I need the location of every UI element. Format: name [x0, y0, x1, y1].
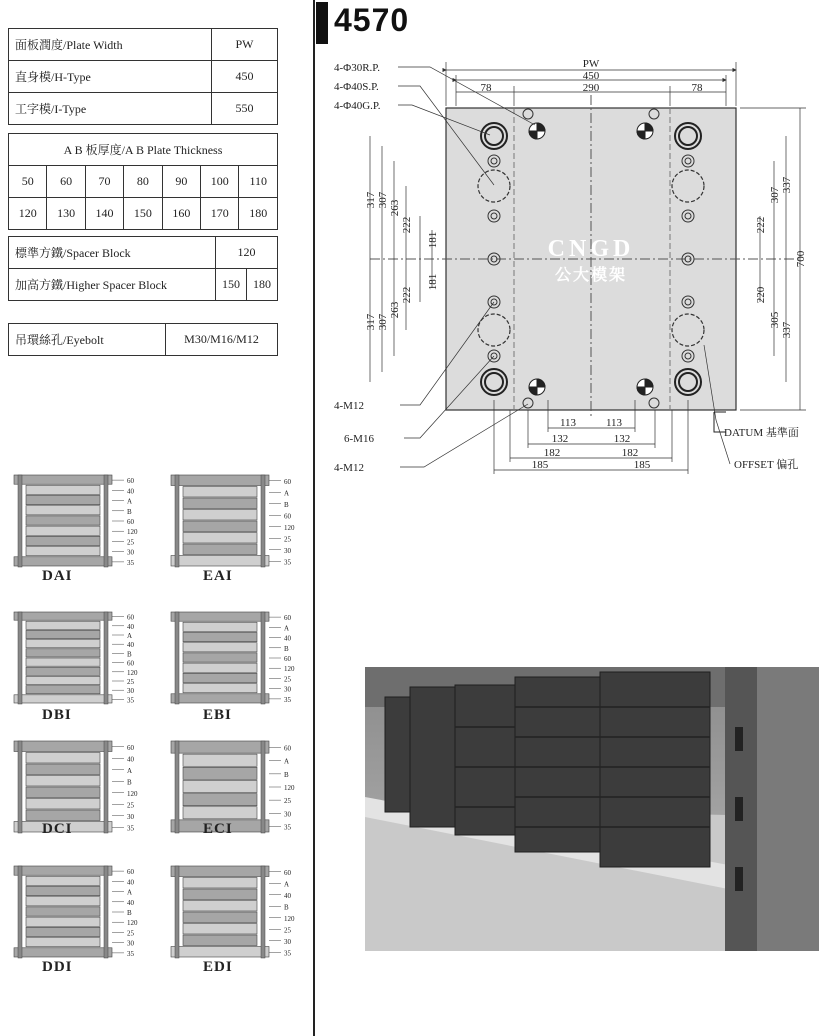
dim-left-263-top: 263: [389, 199, 401, 217]
mini-dim-label: 120: [127, 528, 138, 537]
logo-text: CNGD: [547, 236, 635, 262]
mini-plate: [14, 612, 112, 620]
callout-m12-top: 4-M12: [334, 400, 364, 412]
mini-plate: [26, 753, 100, 764]
plate-width-table: [8, 28, 278, 125]
mini-dim-label: 25: [284, 675, 291, 684]
mini-plate: [183, 643, 257, 652]
mini-plate: [183, 663, 257, 672]
dim-left-222-bottom: 222: [401, 286, 413, 304]
mini-plate: [183, 889, 257, 900]
spacer-value: 120: [216, 237, 278, 269]
mini-plate: [171, 741, 269, 753]
mini-dim-label: A: [284, 624, 290, 633]
mold-type-label: DCI: [42, 821, 73, 837]
datum-label: DATUM 基準面: [724, 427, 799, 439]
thickness-cell: 180: [239, 198, 278, 230]
mini-dim-label: 25: [284, 926, 291, 935]
mini-plate: [183, 498, 257, 509]
spacer-label: 標準方鐵/Spacer Block: [9, 237, 216, 269]
mini-plate: [26, 676, 100, 684]
mold-type-label: DBI: [42, 707, 72, 723]
thickness-cell: 150: [124, 198, 162, 230]
thickness-cell: 70: [85, 166, 123, 198]
mini-dim-label: B: [127, 507, 132, 516]
mini-plate: [171, 866, 269, 877]
mini-dim-label: 120: [127, 919, 138, 928]
mini-dim-label: 40: [127, 641, 134, 650]
mini-plate: [26, 516, 100, 525]
mini-plate: [14, 866, 112, 875]
column-divider: [313, 0, 315, 1036]
mini-dim-label: 35: [127, 558, 134, 567]
callout-gp: 4-Φ40G.P.: [334, 100, 381, 112]
mini-dim-label: 60: [127, 868, 134, 877]
mini-plate: [183, 767, 257, 779]
mini-plate: [171, 556, 269, 567]
mini-plate: [183, 533, 257, 544]
mini-plate: [26, 667, 100, 675]
dim-pw: PW: [582, 58, 600, 70]
dim-left-317-top: 317: [365, 191, 377, 209]
mini-dim-label: 25: [127, 538, 134, 547]
mini-dim-label: 60: [127, 518, 134, 526]
mini-plate: [171, 475, 269, 486]
dim-bottom-113-left: 113: [559, 417, 577, 429]
mini-plate: [183, 521, 257, 532]
dim-bottom-182-left: 182: [543, 447, 561, 459]
mini-dim-label: 120: [284, 914, 295, 923]
mini-plate: [183, 487, 257, 498]
mini-dim-label: 60: [284, 614, 291, 623]
mini-plate: [183, 754, 257, 766]
mini-plate: [26, 658, 100, 666]
mini-plate: [26, 764, 100, 775]
mini-plate: [26, 526, 100, 535]
mini-guide-pillar: [175, 475, 179, 567]
logo-subtext: 公大模架: [554, 267, 628, 284]
mini-dim-label: 40: [127, 755, 134, 764]
mini-guide-pillar: [104, 612, 108, 704]
mini-plate: [26, 621, 100, 629]
callout-sp: 4-Φ40S.P.: [334, 81, 379, 93]
mini-dim-label: 60: [284, 868, 291, 877]
mini-dim-label: 35: [127, 696, 134, 705]
mold-type-label: DDI: [42, 959, 73, 975]
mini-dim-label: 60: [284, 512, 291, 521]
dim-right-220: 220: [755, 286, 767, 304]
mini-dim-label: 30: [127, 687, 134, 696]
dim-left-181-bottom: 181: [427, 273, 439, 291]
mini-dim-label: A: [284, 880, 290, 889]
mini-dim-label: 35: [284, 823, 291, 832]
mini-dim-label: 60: [127, 743, 134, 752]
table1-value-1: 450: [212, 61, 278, 93]
mini-dim-label: 40: [127, 878, 134, 887]
mini-plate: [26, 810, 100, 821]
ab-thickness-header: A B 板厚度/A B Plate Thickness: [9, 134, 278, 166]
dim-right-700: 700: [795, 250, 807, 268]
mini-plate: [183, 780, 257, 792]
mini-dim-label: 30: [284, 685, 291, 694]
mini-plate: [183, 912, 257, 923]
mini-dim-label: 40: [127, 898, 134, 907]
plate-drawing: [316, 50, 820, 490]
thickness-cell: 60: [47, 166, 85, 198]
mini-plate: [183, 901, 257, 912]
mold-diagram-dbi: [8, 605, 163, 715]
mini-dim-label: 25: [127, 801, 134, 810]
mini-plate: [26, 686, 100, 694]
mini-guide-pillar: [261, 866, 265, 958]
callout-m16: 6-M16: [344, 433, 374, 445]
mini-plate: [183, 632, 257, 641]
mini-dim-label: 120: [127, 668, 138, 677]
mini-guide-pillar: [104, 475, 108, 567]
table1-label-1: 直身模/H-Type: [9, 61, 212, 93]
thickness-cell: 90: [162, 166, 200, 198]
mini-guide-pillar: [175, 612, 179, 704]
mini-dim-label: 40: [284, 891, 291, 900]
mini-dim-label: 25: [127, 678, 134, 686]
dim-290: 290: [582, 82, 600, 94]
thickness-cell: 170: [201, 198, 239, 230]
dim-left-307-top: 307: [377, 191, 389, 209]
mini-plate: [183, 653, 257, 662]
offset-label: OFFSET 偏孔: [734, 459, 799, 471]
dim-right-337-bottom: 337: [781, 321, 793, 339]
mini-plate: [26, 776, 100, 787]
mini-guide-pillar: [18, 741, 22, 833]
steel-plates-photo: [365, 667, 819, 951]
mini-dim-label: 35: [284, 695, 291, 704]
higher-spacer-label: 加高方鐵/Higher Spacer Block: [9, 269, 216, 301]
mini-dim-label: B: [284, 903, 289, 912]
dim-bottom-132-left: 132: [551, 433, 569, 445]
mini-dim-label: A: [284, 489, 290, 498]
mini-dim-label: A: [127, 497, 133, 506]
table1-value-2: 550: [212, 93, 278, 125]
mold-diagram-dai: [8, 468, 163, 578]
table1-label-2: 工字模/I-Type: [9, 93, 212, 125]
mini-guide-pillar: [261, 741, 265, 833]
mini-dim-label: 60: [127, 659, 134, 668]
thickness-cell: 120: [9, 198, 47, 230]
mini-dim-label: 60: [127, 613, 134, 622]
mini-dim-label: A: [284, 757, 290, 766]
mini-dim-label: 35: [284, 558, 291, 567]
mini-dim-label: 120: [284, 784, 295, 792]
thickness-cell: 50: [9, 166, 47, 198]
mini-plate: [26, 630, 100, 638]
mini-dim-label: 30: [284, 810, 291, 819]
mini-plate: [183, 935, 257, 946]
mini-plate: [14, 741, 112, 752]
mini-dim-label: 25: [127, 929, 134, 938]
dim-left-181-top: 181: [427, 231, 439, 249]
mini-plate: [26, 876, 100, 885]
mini-dim-label: 60: [127, 477, 134, 486]
dim-78-right: 78: [691, 82, 703, 94]
thickness-cell: 110: [239, 166, 278, 198]
mini-guide-pillar: [18, 866, 22, 958]
mold-diagram-eci: [165, 734, 320, 844]
eyebolt-table: [8, 323, 278, 356]
mini-dim-label: 35: [127, 949, 134, 958]
ab-thickness-table: [8, 133, 278, 230]
mini-dim-label: 30: [284, 546, 291, 555]
mold-type-label: ECI: [203, 821, 233, 837]
mini-dim-label: 25: [284, 535, 291, 544]
mini-plate: [26, 799, 100, 810]
dim-left-317-bottom: 317: [365, 313, 377, 331]
mini-plate: [26, 649, 100, 657]
mini-dim-label: 25: [284, 797, 291, 806]
mini-plate: [183, 510, 257, 521]
mini-dim-label: A: [127, 632, 133, 640]
mini-dim-label: 30: [127, 548, 134, 557]
mini-plate: [183, 794, 257, 806]
mini-dim-label: 40: [127, 622, 134, 631]
mini-dim-label: A: [127, 888, 133, 897]
mini-plate: [26, 485, 100, 494]
mini-guide-pillar: [175, 741, 179, 833]
mini-plate: [26, 917, 100, 926]
dim-right-222: 222: [755, 216, 767, 234]
dim-bottom-132-right: 132: [613, 433, 631, 445]
mini-guide-pillar: [175, 866, 179, 958]
mini-dim-label: B: [127, 650, 132, 659]
mini-plate: [26, 640, 100, 648]
dim-78-left: 78: [480, 82, 492, 94]
mini-dim-label: 40: [284, 634, 291, 643]
mini-dim-label: 35: [127, 824, 134, 833]
mini-dim-label: 60: [284, 477, 291, 486]
mold-type-label: DAI: [42, 568, 73, 584]
mold-diagram-ddi: [8, 859, 163, 969]
dim-bottom-185-right: 185: [633, 459, 651, 471]
mini-plate: [183, 622, 257, 631]
table1-value-0: PW: [212, 29, 278, 61]
mini-plate: [26, 927, 100, 936]
mini-dim-label: B: [127, 909, 132, 917]
mini-plate: [26, 547, 100, 556]
dim-bottom-182-right: 182: [621, 447, 639, 459]
mini-dim-label: 120: [284, 665, 295, 674]
mini-plate: [183, 807, 257, 819]
mold-diagram-eai: [165, 468, 320, 578]
spacer-block-table: [8, 236, 278, 301]
higher-spacer-value-0: 150: [216, 269, 247, 301]
mini-guide-pillar: [18, 475, 22, 567]
dim-right-305: 305: [769, 311, 781, 329]
mini-dim-label: A: [127, 766, 133, 775]
mini-dim-label: 30: [284, 937, 291, 946]
mini-plate: [183, 924, 257, 935]
mini-plate: [14, 557, 112, 566]
mini-dim-label: 30: [127, 939, 134, 948]
mini-dim-label: 120: [127, 789, 138, 798]
dim-450: 450: [582, 70, 600, 82]
mini-dim-label: B: [284, 770, 289, 779]
dim-bottom-185-left: 185: [531, 459, 549, 471]
mini-plate: [26, 897, 100, 906]
dim-bottom-113-right: 113: [605, 417, 623, 429]
thickness-cell: 130: [47, 198, 85, 230]
mini-guide-pillar: [18, 612, 22, 704]
mini-plate: [183, 878, 257, 889]
mini-plate: [26, 886, 100, 895]
mold-type-label: EAI: [203, 568, 233, 584]
mini-guide-pillar: [104, 741, 108, 833]
thickness-cell: 160: [162, 198, 200, 230]
thickness-cell: 140: [85, 198, 123, 230]
dim-left-263-bottom: 263: [389, 301, 401, 319]
mold-diagram-dci: [8, 734, 163, 844]
mini-guide-pillar: [104, 866, 108, 958]
mini-plate: [26, 787, 100, 798]
dim-left-307-bottom: 307: [377, 313, 389, 331]
mini-dim-label: B: [284, 500, 289, 509]
mold-type-label: EDI: [203, 959, 233, 975]
mini-plate: [26, 536, 100, 545]
dim-right-337-top: 337: [781, 176, 793, 194]
mini-plate: [26, 907, 100, 916]
mini-dim-label: B: [127, 778, 132, 787]
mini-plate: [171, 694, 269, 703]
mini-guide-pillar: [261, 612, 265, 704]
callout-m12-bottom: 4-M12: [334, 462, 364, 474]
page-title: 4570: [334, 2, 410, 38]
mini-plate: [183, 684, 257, 693]
mini-plate: [183, 544, 257, 555]
dim-left-222-top: 222: [401, 216, 413, 234]
thickness-cell: 100: [201, 166, 239, 198]
mini-plate: [183, 673, 257, 682]
mini-plate: [26, 495, 100, 504]
higher-spacer-value-1: 180: [247, 269, 278, 301]
table1-label-0: 面板潤度/Plate Width: [9, 29, 212, 61]
mold-type-label: EBI: [203, 707, 232, 723]
eyebolt-value: M30/M16/M12: [166, 324, 278, 356]
mini-guide-pillar: [261, 475, 265, 567]
callout-rp: 4-Φ30R.P.: [334, 62, 380, 74]
mini-plate: [14, 948, 112, 957]
mini-dim-label: 60: [284, 655, 291, 663]
mini-dim-label: 40: [127, 487, 134, 496]
mini-dim-label: B: [284, 644, 289, 653]
mold-diagram-ebi: [165, 605, 320, 715]
mini-plate: [26, 938, 100, 947]
mini-plate: [14, 695, 112, 703]
title-bar-accent: [316, 2, 328, 44]
mini-plate: [26, 506, 100, 515]
mini-dim-label: 60: [284, 744, 291, 753]
mini-plate: [171, 612, 269, 621]
mini-dim-label: 35: [284, 949, 291, 958]
mini-plate: [171, 947, 269, 958]
dim-right-307: 307: [769, 186, 781, 204]
thickness-cell: 80: [124, 166, 162, 198]
mini-dim-label: 30: [127, 812, 134, 821]
eyebolt-label: 吊環絲孔/Eyebolt: [9, 324, 166, 356]
mini-plate: [14, 475, 112, 484]
mold-diagram-edi: [165, 859, 320, 969]
mini-dim-label: 120: [284, 523, 295, 532]
